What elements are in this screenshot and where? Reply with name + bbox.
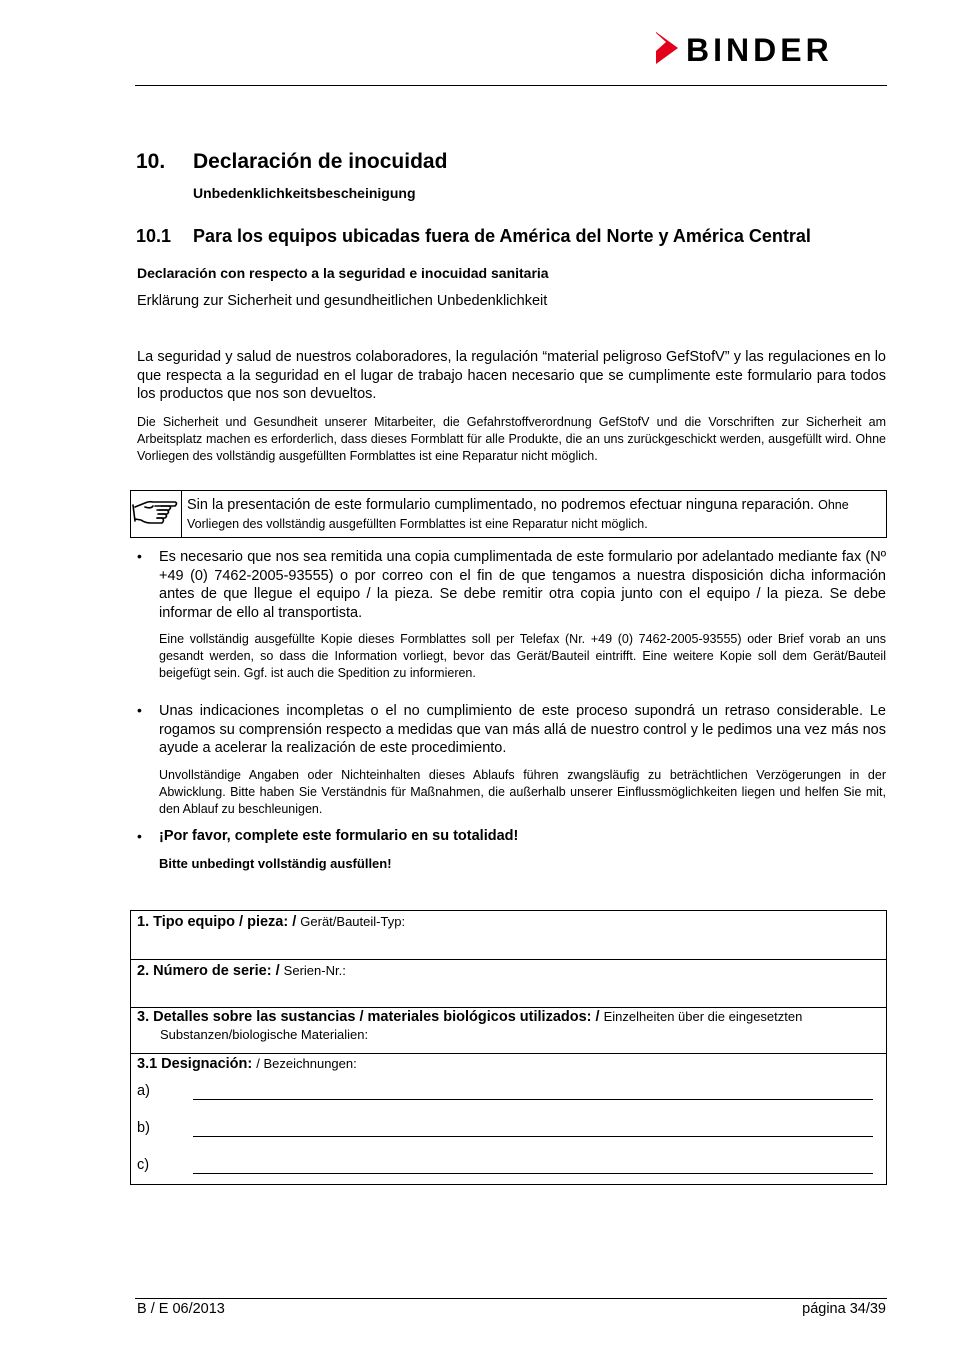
declaration-title-es: Declaración con respecto a la seguridad e inocuidad sanitaria — [137, 265, 549, 281]
declaration-title-de: Erklärung zur Sicherheit und gesundheitlichen Unbedenklichkeit — [137, 293, 548, 309]
bullet-2-es: Unas indicaciones incompletas o el no cumplimiento de este proceso supondrá un retraso considerable. Le rogamos su comprensión respecto a medidas que van más allá de nuestro control y le pedimos una vez más nos ayude a acelerar la realización de este procedimiento. — [159, 703, 886, 756]
warning-box — [130, 490, 887, 538]
section-subtitle-de: Unbedenklichkeitsbescheinigung — [193, 185, 416, 201]
device-type-label-de: Gerät/Bauteil-Typ: — [300, 914, 406, 929]
designation-input-a[interactable] — [193, 1099, 873, 1100]
intro-paragraph-es: La seguridad y salud de nuestros colaboradores, la regulación “material peligroso GefStofV” y las regulaciones en lo que respecta a la seguridad en el lugar de trabajo hacen necesario que se cumplimente este formulario para todos los productos que nos son devueltos. — [137, 349, 886, 402]
section-number: 10. — [136, 150, 166, 173]
footer-edition: B / E 06/2013 — [137, 1301, 225, 1317]
bullet-3-es: ¡Por favor, complete este formulario en su totalidad! — [159, 828, 519, 844]
bullet-2-de: Unvollständige Angaben oder Nichteinhalten dieses Ablaufs führen zwangsläufig zu beträchtlichen Verzögerungen in der Abwicklung. Bitte haben Sie Verständnis für Maßnahmen, die außerhalb unserer Einflussmöglichkeiten liegen und helfen Sie mit, den Ablauf zu beschleunigen. — [159, 768, 886, 816]
bullet-dot: • — [137, 548, 142, 564]
serial-number-label-de: Serien-Nr.: — [283, 963, 346, 978]
designation-line-label: b) — [137, 1120, 150, 1136]
logo-arrow-icon — [656, 32, 678, 64]
form-row-designation — [131, 1054, 886, 1184]
designation-line-label: a) — [137, 1083, 150, 1099]
form-row-device-type[interactable] — [131, 911, 886, 960]
bullet-1-de: Eine vollständig ausgefüllte Kopie dieses Formblattes soll per Telefax (Nr. +49 (0) 7462-2005-93555) oder Brief vorab an uns gesandt werden, so dass die Information vorliegt, bevor das Gerät/Bauteil eintrifft. Eine weitere Kopie soll dem Gerät/Bauteil beigefügt sein. Ggf. ist auch die Spedition zu informieren. — [159, 632, 886, 680]
section-title: Declaración de inocuidad — [193, 150, 448, 173]
serial-number-label: 2. Número de serie: / — [137, 963, 280, 979]
designation-label: 3.1 Designación: — [137, 1056, 253, 1072]
bullet-dot: • — [137, 828, 142, 844]
footer-page-number: página 34/39 — [802, 1301, 886, 1317]
form-row-serial-number[interactable] — [131, 960, 886, 1008]
logo-text: BINDER — [686, 32, 833, 66]
designation-input-b[interactable] — [193, 1136, 873, 1137]
substances-label: 3. Detalles sobre las sustancias / materiales biológicos utilizados: / — [137, 1009, 600, 1025]
header-rule — [135, 85, 887, 86]
substances-label-de: Einzelheiten über die eingesetzten — [603, 1009, 803, 1024]
footer-rule — [135, 1298, 887, 1299]
substances-label-de-cont: Substanzen/biologische Materialien: — [160, 1027, 369, 1042]
bullet-dot: • — [137, 702, 142, 718]
bullet-3-de: Bitte unbedingt vollständig ausfüllen! — [159, 856, 392, 871]
subsection-title: Para los equipos ubicadas fuera de América del Norte y América Central — [193, 226, 811, 246]
binder-logo — [654, 30, 886, 66]
subsection-heading — [136, 224, 811, 248]
warning-text — [182, 491, 886, 537]
warning-text-es: Sin la presentación de este formulario cumplimentado, no podremos efectuar ninguna reparación. — [187, 497, 815, 513]
section-heading — [136, 148, 447, 176]
form-table — [130, 910, 887, 1185]
subsection-number: 10.1 — [136, 226, 172, 246]
form-row-substances[interactable] — [131, 1008, 886, 1054]
warning-text-de: Ohne Vorliegen des vollständig ausgefüllten Formblattes ist eine Reparatur nicht möglich. — [187, 498, 849, 531]
bullet-1-es: Es necesario que nos sea remitida una copia cumplimentada de este formulario por adelantado mediante fax (Nº +49 (0) 7462-2005-93555) o por correo con el fin de que tengamos a nuestra disposición dicha información antes de que llegue el equipo / la pieza. Se debe remitir otra copia junto con el equipo / la pieza. Se debe informar de ello al transportista. — [159, 549, 886, 621]
designation-label-de: / Bezeichnungen: — [256, 1056, 357, 1071]
intro-paragraph-de: Die Sicherheit und Gesundheit unserer Mitarbeiter, die Gefahrstoffverordnung GefStofV und die Vorschriften zur Sicherheit am Arbeitsplatz machen es erforderlich, dass dieses Formblatt für alle Produkte, die an uns zurückgeschickt werden, ausgefüllt wird. Ohne Vorliegen des vollständig ausgefüllten Formblattes ist eine Reparatur nicht möglich. — [137, 415, 886, 463]
designation-line-label: c) — [137, 1157, 150, 1173]
device-type-label: 1. Tipo equipo / pieza: / — [137, 914, 297, 930]
pointing-hand-icon — [131, 491, 182, 537]
designation-input-c[interactable] — [193, 1173, 873, 1174]
